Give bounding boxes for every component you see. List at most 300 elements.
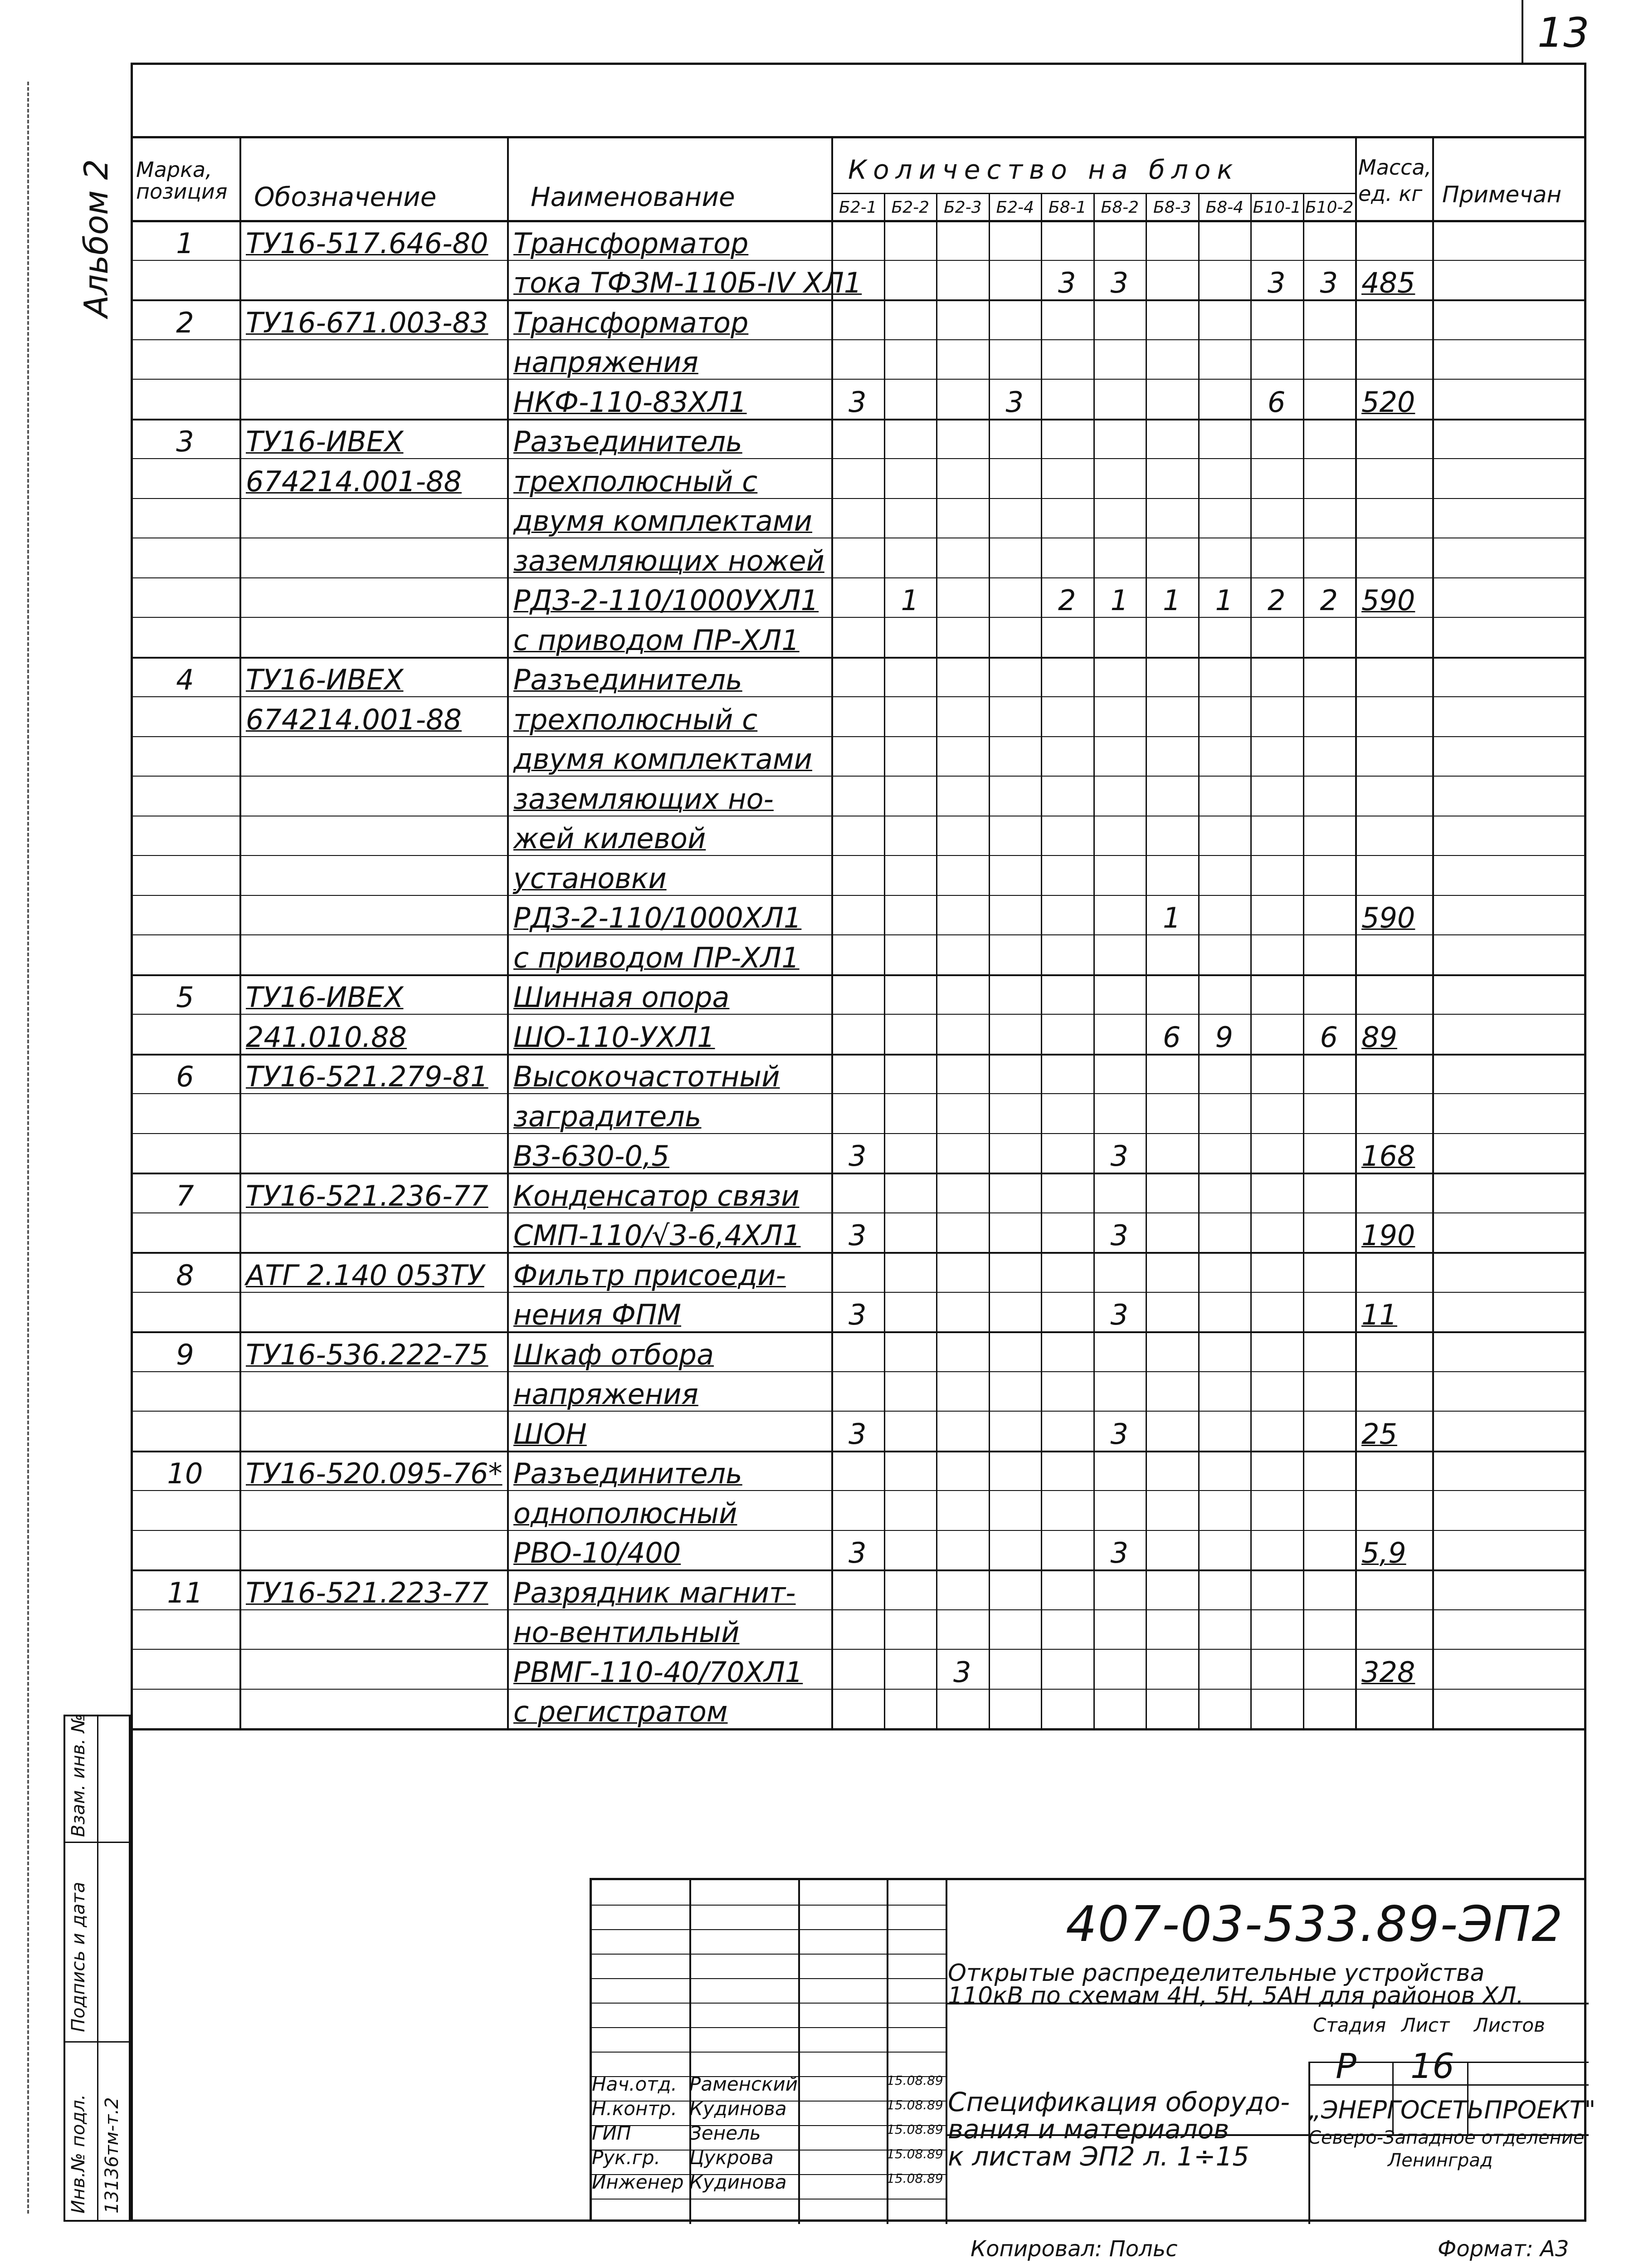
signer-role: Нач.отд. [592,2073,678,2095]
row-quantity [989,1530,1041,1573]
row-mass-text: 25 [1361,1417,1397,1451]
row-quantity [936,577,989,620]
row-quantity [989,934,1041,977]
row-quantity [1041,1292,1093,1334]
row-quantity [831,419,884,461]
row-quantity [1198,776,1251,818]
row-quantity [884,974,937,1017]
row-quantity [989,816,1041,858]
row-quantity [1198,1451,1251,1493]
row-mass [1355,696,1443,739]
row-quantity [989,1490,1041,1533]
row-quantity-text: 2 [1268,584,1286,617]
header-name: Наименование [531,181,735,212]
row-quantity [1146,220,1198,263]
row-quantity [989,1292,1041,1334]
row-quantity [1250,339,1303,382]
row-name [507,1133,842,1176]
row-quantity [1303,260,1356,303]
project-title-1: Открытые распределительные устройства [948,1960,1485,1987]
row-name-text: заградитель [513,1100,702,1133]
row-quantity [989,657,1041,699]
row-quantity [1303,339,1356,382]
row-quantity [831,816,884,858]
row-position [131,895,239,938]
row-name [507,1609,842,1652]
header-note: Примечан [1442,181,1562,208]
row-designation [239,419,518,461]
row-name-text: Трансформатор [513,306,749,339]
row-quantity [884,1054,937,1096]
row-mass [1355,458,1443,501]
row-quantity [936,339,989,382]
row-quantity [1093,220,1146,263]
row-quantity [831,1689,884,1731]
row-name [507,1212,842,1255]
row-quantity [989,260,1041,303]
row-position [131,1530,239,1573]
row-name-text: заземляющих ножей [513,544,824,577]
row-quantity [1303,1649,1356,1691]
row-quantity [936,934,989,977]
row-name-text: Разъединитель [513,1457,742,1490]
row-designation [239,776,518,818]
row-quantity [989,299,1041,342]
block-col-header: Б2-1 [839,198,877,217]
row-quantity-text: 1 [1163,901,1181,934]
row-quantity [1250,299,1303,342]
row-quantity [1093,1252,1146,1295]
row-quantity [1041,1212,1093,1255]
row-quantity [1198,934,1251,977]
signer-role: Н.контр. [592,2097,677,2120]
row-quantity-text: 6 [1268,385,1286,419]
row-quantity [884,379,937,421]
row-quantity [936,1609,989,1652]
row-quantity [831,1014,884,1056]
row-quantity-text: 3 [1005,385,1024,419]
row-quantity [1146,1411,1198,1453]
row-quantity [831,736,884,779]
row-quantity [936,1530,989,1573]
row-quantity-text: 1 [1215,584,1233,617]
row-quantity [1041,1252,1093,1295]
row-quantity [936,1451,989,1493]
row-designation [239,1451,518,1493]
block-col-header: Б8-4 [1205,198,1244,217]
row-position [131,736,239,779]
row-quantity [1250,1173,1303,1215]
row-quantity [1146,895,1198,938]
row-quantity [1198,1292,1251,1334]
side-inv-number: 13136тм-т.2 [102,2097,122,2214]
row-mass [1355,1054,1443,1096]
row-position [131,577,239,620]
row-name [507,934,842,977]
row-quantity [1041,895,1093,938]
row-position [131,1689,239,1731]
row-quantity [989,379,1041,421]
row-mass [1355,895,1443,938]
row-quantity [1303,855,1356,898]
row-quantity [1250,1331,1303,1374]
row-quantity [884,260,937,303]
row-name-text: с приводом ПР-ХЛ1 [513,623,800,657]
block-col-header: Б10-1 [1253,198,1301,217]
row-designation [239,1649,518,1691]
row-designation [239,1292,518,1334]
row-position [131,379,239,421]
side-stamp-h1 [63,1842,131,1843]
row-quantity [936,1292,989,1334]
row-name [507,538,842,580]
row-quantity [1198,339,1251,382]
row-mass [1355,816,1443,858]
row-mass-text: 485 [1361,266,1415,299]
sheet-value: 16 [1410,2046,1454,2086]
row-quantity [1303,895,1356,938]
row-quantity [884,1649,937,1691]
row-name-text: РДЗ-2-110/1000ХЛ1 [513,901,802,934]
row-quantity-text: 2 [1058,584,1076,617]
row-mass [1355,1609,1443,1652]
row-quantity [1198,299,1251,342]
row-quantity [989,1331,1041,1374]
row-mass [1355,855,1443,898]
row-designation [239,1569,518,1612]
signer-date: 15.08.89 [887,2146,943,2161]
signer-date: 15.08.89 [887,2097,943,2112]
row-position [131,934,239,977]
signer-name: Кудинова [689,2097,787,2120]
row-quantity-text: 9 [1215,1020,1233,1054]
row-quantity [884,1252,937,1295]
row-quantity-text: 3 [849,1139,867,1173]
row-quantity [1093,1212,1146,1255]
row-name-text: трехполюсный с [513,464,758,498]
row-quantity [1093,1173,1146,1215]
row-quantity [1093,736,1146,779]
row-name-text: Разрядник магнит- [513,1576,796,1609]
row-quantity [1303,419,1356,461]
row-quantity [1146,1093,1198,1136]
signer-date: 15.08.89 [887,2171,943,2186]
row-quantity [884,1490,937,1533]
row-position [131,1451,239,1493]
row-quantity [1303,220,1356,263]
row-quantity [884,339,937,382]
row-name-text: СМП-110/√3-6,4ХЛ1 [513,1219,801,1252]
row-quantity [1198,895,1251,938]
row-quantity [1250,657,1303,699]
row-quantity-text: 3 [1268,266,1286,299]
row-quantity [1041,1371,1093,1414]
row-quantity [884,617,937,660]
row-name [507,1411,842,1453]
row-quantity-text: 3 [849,1417,867,1451]
row-quantity [1250,379,1303,421]
row-quantity [989,776,1041,818]
row-quantity [831,1252,884,1295]
row-designation-text: ТУ16-ИВЕХ [246,663,404,696]
row-quantity [1303,299,1356,342]
row-mass [1355,299,1443,342]
row-name-text: заземляющих но- [513,782,774,816]
row-quantity [1146,1530,1198,1573]
sheet-title-1: Спецификация оборудо- [948,2087,1290,2117]
row-quantity [1250,776,1303,818]
row-quantity [989,1133,1041,1176]
row-quantity [884,776,937,818]
signer-name: Зенель [689,2122,761,2144]
row-quantity [1041,577,1093,620]
row-quantity-text: 2 [1320,584,1338,617]
row-quantity [989,1371,1041,1414]
row-quantity [936,538,989,580]
row-position [131,1173,239,1215]
row-quantity [1198,1173,1251,1215]
row-quantity [1198,1411,1251,1453]
row-mass [1355,776,1443,818]
row-mass [1355,1371,1443,1414]
row-quantity-text: 3 [1110,1298,1128,1331]
footer-format: Формат: А3 [1438,2236,1569,2262]
row-quantity [1093,776,1146,818]
row-quantity [884,1212,937,1255]
row-mass-text: 590 [1361,901,1415,934]
row-name-text: двумя комплектами [513,504,812,538]
row-quantity [1250,1411,1303,1453]
row-quantity [1250,1689,1303,1731]
row-position [131,657,239,699]
row-quantity-text: 1 [1110,584,1128,617]
row-quantity [1093,1490,1146,1533]
row-quantity [1093,974,1146,1017]
row-quantity [936,617,989,660]
header-mass: Масса, ед. кг [1358,155,1432,206]
row-quantity [884,736,937,779]
row-quantity [1093,1689,1146,1731]
row-designation [239,1411,518,1453]
row-quantity [831,1451,884,1493]
row-position [131,498,239,541]
row-quantity [1093,1054,1146,1096]
tb-sig-row-5 [592,2003,946,2004]
row-designation [239,1093,518,1136]
row-quantity [1041,299,1093,342]
row-quantity [1093,1292,1146,1334]
row-quantity [1041,1569,1093,1612]
row-quantity [1146,696,1198,739]
row-quantity [1146,974,1198,1017]
row-name-text: Шинная опора [513,981,730,1014]
row-quantity [1041,934,1093,977]
row-mass [1355,419,1443,461]
row-mass [1355,1173,1443,1215]
row-designation [239,696,518,739]
row-quantity [1146,379,1198,421]
row-quantity [884,895,937,938]
row-position-text: 8 [176,1258,194,1292]
row-quantity [1250,1212,1303,1255]
row-quantity [1146,458,1198,501]
row-quantity [989,1689,1041,1731]
row-designation [239,577,518,620]
row-position [131,1609,239,1652]
row-quantity [1093,1371,1146,1414]
row-quantity [1198,260,1251,303]
row-quantity [1303,816,1356,858]
row-quantity [1303,657,1356,699]
row-designation [239,1490,518,1533]
row-quantity [1093,617,1146,660]
row-position [131,1212,239,1255]
block-col-header: Б10-2 [1305,198,1354,217]
row-mass [1355,220,1443,263]
row-position [131,1371,239,1414]
row-name [507,974,842,1017]
row-quantity [884,696,937,739]
row-quantity [831,1331,884,1374]
row-position [131,1054,239,1096]
row-quantity [831,1411,884,1453]
row-position [131,1331,239,1374]
row-quantity [831,299,884,342]
row-name [507,617,842,660]
row-position-text: 1 [176,226,194,260]
row-quantity [989,1014,1041,1056]
tb-sig-row-6 [592,2027,946,2028]
row-quantity-text: 3 [1110,1219,1128,1252]
row-mass-text: 590 [1361,584,1415,617]
row-quantity [1198,974,1251,1017]
row-quantity [1250,419,1303,461]
row-quantity [1303,498,1356,541]
row-quantity [1146,1252,1198,1295]
row-quantity [989,696,1041,739]
row-mass [1355,1093,1443,1136]
row-quantity [1303,577,1356,620]
row-quantity-text: 3 [1110,1139,1128,1173]
row-quantity [831,339,884,382]
row-quantity [884,220,937,263]
row-quantity-text: 3 [849,1219,867,1252]
row-mass-text: 5,9 [1361,1536,1406,1569]
spec-table [131,136,1586,1851]
row-quantity [1093,458,1146,501]
row-name [507,419,842,461]
row-name [507,736,842,779]
row-mass [1355,1292,1443,1334]
cut-line [27,82,29,2214]
row-quantity [1041,1411,1093,1453]
row-quantity [1250,1054,1303,1096]
row-quantity [1303,1252,1356,1295]
row-designation [239,1054,518,1096]
row-position [131,974,239,1017]
side-stamp-h2 [63,2041,131,2043]
tb-sig-row-13 [592,2199,946,2200]
row-designation [239,299,518,342]
row-quantity [1093,379,1146,421]
row-quantity [1198,577,1251,620]
row-quantity [831,974,884,1017]
row-quantity [1250,1649,1303,1691]
row-quantity-text: 1 [901,584,919,617]
row-name [507,1371,842,1414]
row-quantity [1198,855,1251,898]
row-quantity [831,776,884,818]
row-quantity [831,934,884,977]
row-quantity [831,696,884,739]
row-name [507,1292,842,1334]
row-quantity [884,299,937,342]
tb-sig-row-2 [592,1929,946,1930]
row-quantity [989,1252,1041,1295]
row-quantity [1250,1371,1303,1414]
row-quantity [1303,1451,1356,1493]
row-quantity [936,1569,989,1612]
row-quantity [1041,657,1093,699]
row-quantity [831,577,884,620]
row-quantity-text: 3 [1058,266,1076,299]
row-designation [239,974,518,1017]
row-position [131,1569,239,1612]
row-position [131,696,239,739]
block-col-header: Б2-3 [944,198,982,217]
row-quantity [989,1649,1041,1691]
row-quantity [989,220,1041,263]
row-designation [239,1331,518,1374]
row-quantity [1041,1173,1093,1215]
row-designation-text: ТУ16-521.279-81 [246,1060,488,1093]
row-position [131,339,239,382]
row-quantity [1146,299,1198,342]
row-quantity-text: 3 [1320,266,1338,299]
row-mass [1355,1569,1443,1612]
row-quantity [884,419,937,461]
row-designation-text: ТУ16-536.222-75 [246,1338,488,1371]
row-quantity [884,538,937,580]
row-quantity [936,379,989,421]
row-mass [1355,1252,1443,1295]
row-designation [239,1173,518,1215]
row-quantity [831,1054,884,1096]
row-quantity-text: 3 [953,1655,971,1689]
row-name [507,1530,842,1573]
row-quantity [1041,1014,1093,1056]
row-quantity [936,1093,989,1136]
row-designation-text: ТУ16-521.223-77 [246,1576,488,1609]
row-mass [1355,657,1443,699]
row-quantity [831,855,884,898]
row-quantity [989,1054,1041,1096]
row-position [131,260,239,303]
row-quantity [1250,1569,1303,1612]
row-mass [1355,538,1443,580]
row-position [131,1093,239,1136]
row-quantity [1303,617,1356,660]
row-quantity [1303,1411,1356,1453]
row-quantity [936,419,989,461]
row-quantity [1093,816,1146,858]
row-position [131,419,239,461]
row-name [507,855,842,898]
row-quantity [1041,1451,1093,1493]
row-quantity [1041,696,1093,739]
row-name [507,816,842,858]
row-quantity [989,1451,1041,1493]
